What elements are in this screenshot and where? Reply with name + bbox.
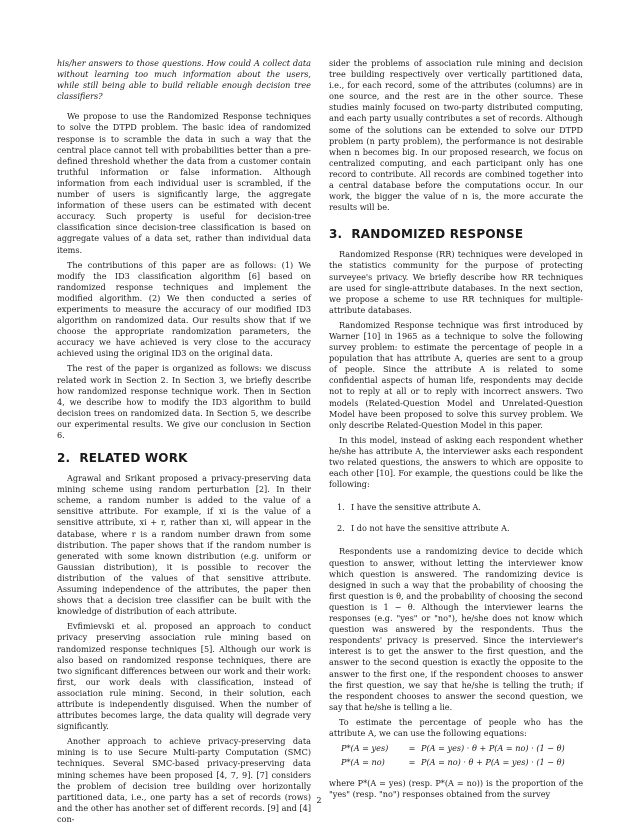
section-3-heading (329, 227, 583, 241)
rr-paragraph-6: where P*(A = yes) (resp. P*(A = no)) is the proportion of the "yes" (resp. "no") responses obtained from the survey (329, 777, 583, 799)
section-2-number: 2. (57, 451, 71, 466)
left-column (57, 58, 311, 829)
section-2-title: RELATED WORK (79, 451, 188, 466)
rr-paragraph-5: To estimate the percentage of people who has the attribute A, we can use the following equations: (329, 716, 583, 738)
related-work-paragraph-2: Evfimievski et al. proposed an approach to conduct privacy preserving association rule mining based on randomized response techniques [5]. Although our work is also based on randomized response techniques, there are two significant differences between our work and their work: first, our work deals with classification, instead of association rule mining. Second, in their solution, each attribute is independently disguised. When the number of attributes becomes large, the data quality will degrade very significantly. (57, 621, 311, 732)
equation-1 (341, 743, 583, 754)
equation-2 (341, 757, 583, 768)
rr-paragraph-4: Respondents use a randomizing device to decide which question to answer, without letting the interviewer know which question is answered. The randomizing device is designed in such a way that the probability of choosing the first question is θ, and the probability of choosing the second question is 1 − θ. Although the interviewer learns the responses (e.g. "yes" or "no"), he/she does not know which question was answered by the respondents. Thus the respondents' privacy is preserved. Since the interviewer's interest is to get the answer to the first question, and the answer to the second question is exactly the opposite to the answer to the first one, if the respondent chooses to answer the first question, we say that he/she is telling the truth; if the respondent chooses to answer the second question, we say that he/she is telling a lie. (329, 546, 583, 712)
section-3-title: RANDOMIZED RESPONSE (351, 227, 524, 242)
rr-paragraph-3: In this model, instead of asking each respondent whether he/she has attribute A, the interviewer asks each respondent two related questions, the answers to which are opposite to each other [10]. For example, the questions could be like the following: (329, 434, 583, 490)
list-item: 2. I do not have the sensitive attribute A. (337, 523, 510, 534)
equation-1-sign: = (408, 743, 416, 754)
question-list (329, 502, 583, 534)
list-item: 1. I have the sensitive attribute A. (337, 502, 481, 513)
related-work-continuation: sider the problems of association rule mining and decision tree building respectively over vertically partitioned data, i.e., for each record, some of the attributes (columns) are in one source, and the rest are in the other source. These studies mainly focused on two-party distributed computing, and each party usually contributes a set of records. Although some of the solutions can be extended to solve our DTPD problem (n party problem), the performance is not desirable when n becomes big. In our proposed research, we focus on centralized computing, and each participant only has one record to contribute. All records are combined together into a central database before the computations occur. In our work, the bigger the value of n is, the more accurate the results will be. (329, 58, 583, 213)
related-work-paragraph-1: Agrawal and Srikant proposed a privacy-preserving data mining scheme using random perturbation [2]. In their scheme, a random number is added to the value of a sensitive attribute. For example, if xi is the value of a sensitive attribute, xi + r, rather than xi, will appear in the database, where r is a random number drawn from some distribution. The paper shows that if the random number is generated with some known distribution (e.g. uniform or Gaussian distribution), it is possible to recover the distribution of the values of that sensitive attribute. Assuming independence of the attributes, the paper then shows that a decision tree classifier can be built with the knowledge of distribution of each attribute. (57, 473, 311, 617)
equation-1-lhs: P*(A = yes) (341, 743, 389, 754)
equation-1-rhs: P(A = yes) · θ + P(A = no) · (1 − θ) (421, 743, 565, 754)
equation-2-sign: = (408, 757, 416, 768)
equation-2-rhs: P(A = no) · θ + P(A = yes) · (1 − θ) (421, 757, 565, 768)
right-column (329, 58, 583, 804)
related-work-paragraph-3: Another approach to achieve privacy-preserving data mining is to use Secure Multi-party Computation (SMC) techniques. Several SMC-based privacy-preserving data mining schemes have been proposed [4, 7, 9]. [7] considers the problem of decision tree building over horizontally partitioned data, i.e., one party has a set of records (rows) and the other has another set of different records. [9] and [4] con- (57, 736, 311, 824)
intro-paragraph-3: The rest of the paper is organized as follows: we discuss related work in Section 2. In Section 3, we briefly describe how randomized response technique work. Then in Section 4, we describe how to modify the ID3 algorithm to build decision trees on randomized data. In Section 5, we describe our experimental results. We give our conclusion in Section 6. (57, 363, 311, 440)
page-number: 2 (316, 795, 322, 805)
intro-paragraph-2: The contributions of this paper are as follows: (1) We modify the ID3 classification algorithm [6] based on randomized response techniques and implement the modified algorithm. (2) We then conducted a series of experiments to measure the accuracy of our modified ID3 algorithm on randomized data. Our results show that if we choose the appropriate randomization parameters, the accuracy we have achieved is very close to the accuracy achieved using the original ID3 on the original data. (57, 259, 311, 359)
intro-question: his/her answers to those questions. How could A collect data without learning too much information about the users, while still being able to build reliable enough decision tree classifiers? (57, 58, 311, 102)
intro-paragraph-1: We propose to use the Randomized Response techniques to solve the DTPD problem. The basic idea of randomized response is to scramble the data in such a way that the central place cannot tell with probabilities better than a pre-defined threshold whether the data from a customer contain truthful information or false information. Although information from each individual user is scrambled, if the number of users is significantly large, the aggregate information of these users can be estimated with decent accuracy. Such property is useful for decision-tree classification since decision-tree classification is based on aggregate values of a data set, rather than individual data items. (57, 111, 311, 255)
rr-paragraph-2: Randomized Response technique was first introduced by Warner [10] in 1965 as a technique to solve the following survey problem: to estimate the percentage of people in a population that has attribute A, queries are sent to a group of people. Since the attribute A is related to some confidential aspects of human life, respondents may decide not to reply at all or to reply with incorrect answers. Two models (Related-Question Model and Unrelated-Question Model have been proposed to solve this survey problem. We only describe Related-Question Model in this paper. (329, 319, 583, 430)
section-2-heading (57, 451, 311, 465)
equation-2-lhs: P*(A = no) (341, 757, 385, 768)
rr-paragraph-1: Randomized Response (RR) techniques were developed in the statistics community for the purpose of protecting surveyee's privacy. We briefly describe how RR techniques are used for single-attribute databases. In the next section, we propose a scheme to use RR techniques for multiple-attribute databases. (329, 249, 583, 315)
section-3-number: 3. (329, 227, 343, 242)
